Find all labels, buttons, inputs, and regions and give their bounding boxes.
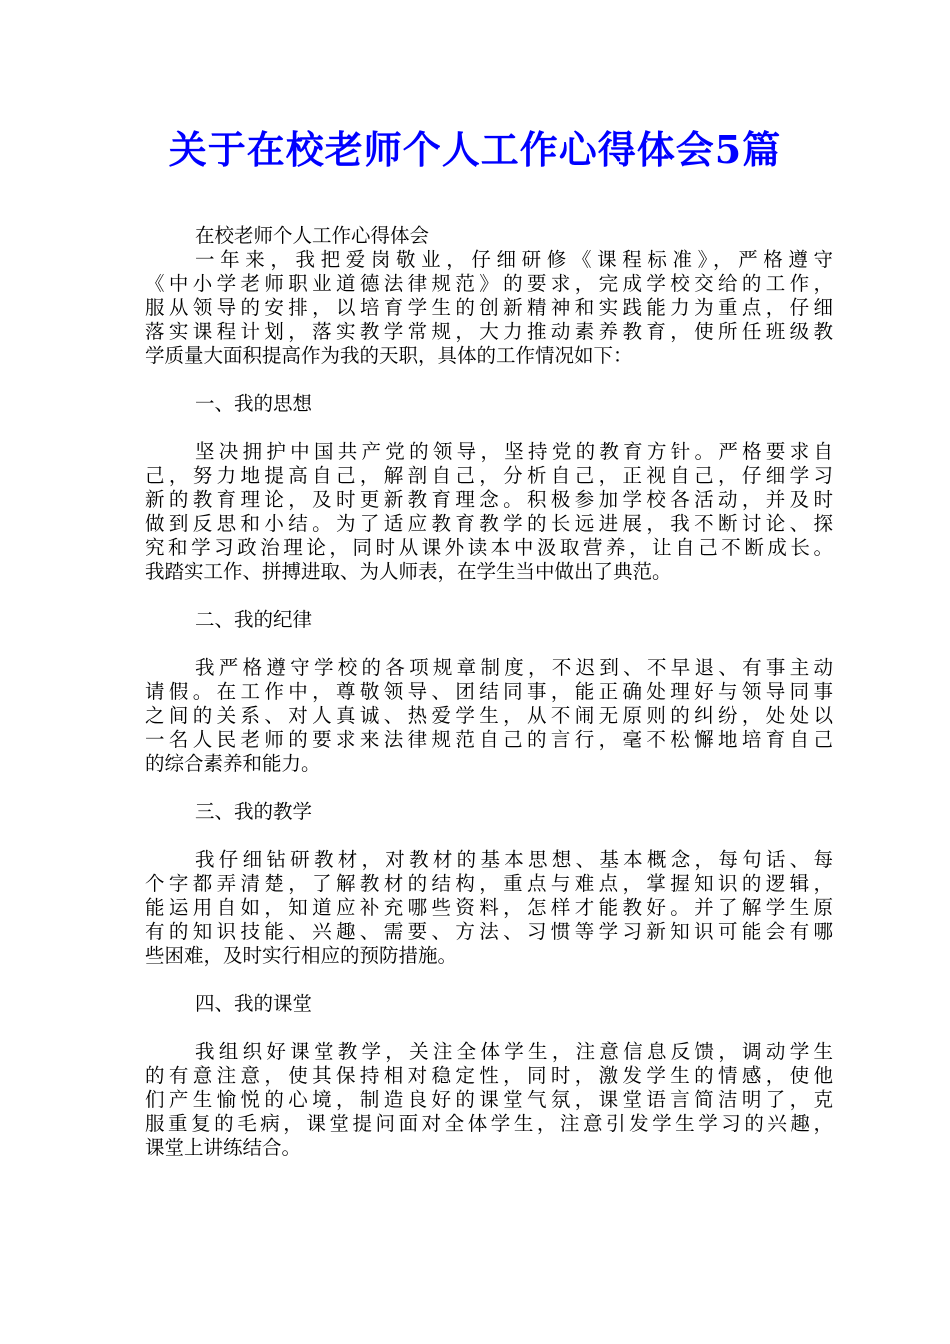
intro-paragraph [145, 248, 833, 368]
paragraph-line: 的有意注意，使其保持相对稳定性，同时，激发学生的情感，使他 [145, 1064, 833, 1087]
section-heading: 四、我的课堂 [195, 992, 313, 1015]
paragraph-line: 之间的关系、对人真诚、热爱学生，从不闹无原则的纠纷，处处以 [145, 704, 833, 727]
paragraph-line: 究和学习政治理论，同时从课外读本中汲取营养，让自己不断成长。 [145, 536, 833, 559]
paragraph-line: 做到反思和小结。为了适应教育教学的长远进展，我不断讨论、探 [145, 512, 833, 535]
paragraph-line: 课堂上讲练结合。 [145, 1136, 302, 1159]
paragraph-line: 我严格遵守学校的各项规章制度，不迟到、不早退、有事主动 [195, 656, 833, 679]
paragraph-line: 我踏实工作、拼搏进取、为人师表，在学生当中做出了典范。 [145, 560, 672, 583]
section-paragraph [145, 656, 833, 776]
section-heading: 一、我的思想 [195, 392, 313, 415]
paragraph-line: 落实课程计划，落实教学常规，大力推动素养教育，使所任班级教 [145, 320, 833, 343]
paragraph-line: 服从领导的安排，以培育学生的创新精神和实践能力为重点，仔细 [145, 296, 833, 319]
paragraph-line: 请假。在工作中，尊敬领导、团结同事，能正确处理好与领导同事 [145, 680, 833, 703]
section-paragraph [145, 1040, 833, 1160]
paragraph-line: 们产生愉悦的心境，制造良好的课堂气氛，课堂语言简洁明了，克 [145, 1088, 833, 1111]
document-body [145, 224, 833, 1160]
paragraph-line: 《中小学老师职业道德法律规范》的要求，完成学校交给的工作， [145, 272, 833, 295]
paragraph-line: 能运用自如，知道应补充哪些资料，怎样才能教好。并了解学生原 [145, 896, 833, 919]
section-heading: 二、我的纪律 [195, 608, 313, 631]
section-paragraph [145, 440, 833, 584]
paragraph-line: 的综合素养和能力。 [145, 752, 321, 775]
section-heading: 三、我的教学 [195, 800, 313, 823]
paragraph-line: 己，努力地提高自己，解剖自己，分析自己，正视自己，仔细学习 [145, 464, 833, 487]
paragraph-line: 学质量大面积提高作为我的天职，具体的工作情况如下： [145, 344, 633, 367]
document-title: 关于在校老师个人工作心得体会5篇 [168, 127, 782, 172]
paragraph-line: 一年来，我把爱岗敬业，仔细研修《课程标准》，严格遵守 [195, 248, 833, 271]
paragraph-line: 我组织好课堂教学，关注全体学生，注意信息反馈，调动学生 [195, 1040, 833, 1063]
paragraph-line: 有的知识技能、兴趣、需要、方法、习惯等学习新知识可能会有哪 [145, 920, 833, 943]
paragraph-line: 我仔细钻研教材，对教材的基本思想、基本概念，每句话、每 [195, 848, 833, 871]
paragraph-line: 坚决拥护中国共产党的领导，坚持党的教育方针。严格要求自 [195, 440, 833, 463]
document-subtitle: 在校老师个人工作心得体会 [195, 224, 430, 247]
paragraph-line: 服重复的毛病，课堂提问面对全体学生，注意引发学生学习的兴趣， [145, 1112, 833, 1135]
paragraph-line: 些困难，及时实行相应的预防措施。 [145, 944, 458, 967]
paragraph-line: 个字都弄清楚，了解教材的结构，重点与难点，掌握知识的逻辑， [145, 872, 833, 895]
paragraph-line: 一名人民老师的要求来法律规范自己的言行，毫不松懈地培育自己 [145, 728, 833, 751]
section-paragraph [145, 848, 833, 968]
paragraph-line: 新的教育理论，及时更新教育理念。积极参加学校各活动，并及时 [145, 488, 833, 511]
